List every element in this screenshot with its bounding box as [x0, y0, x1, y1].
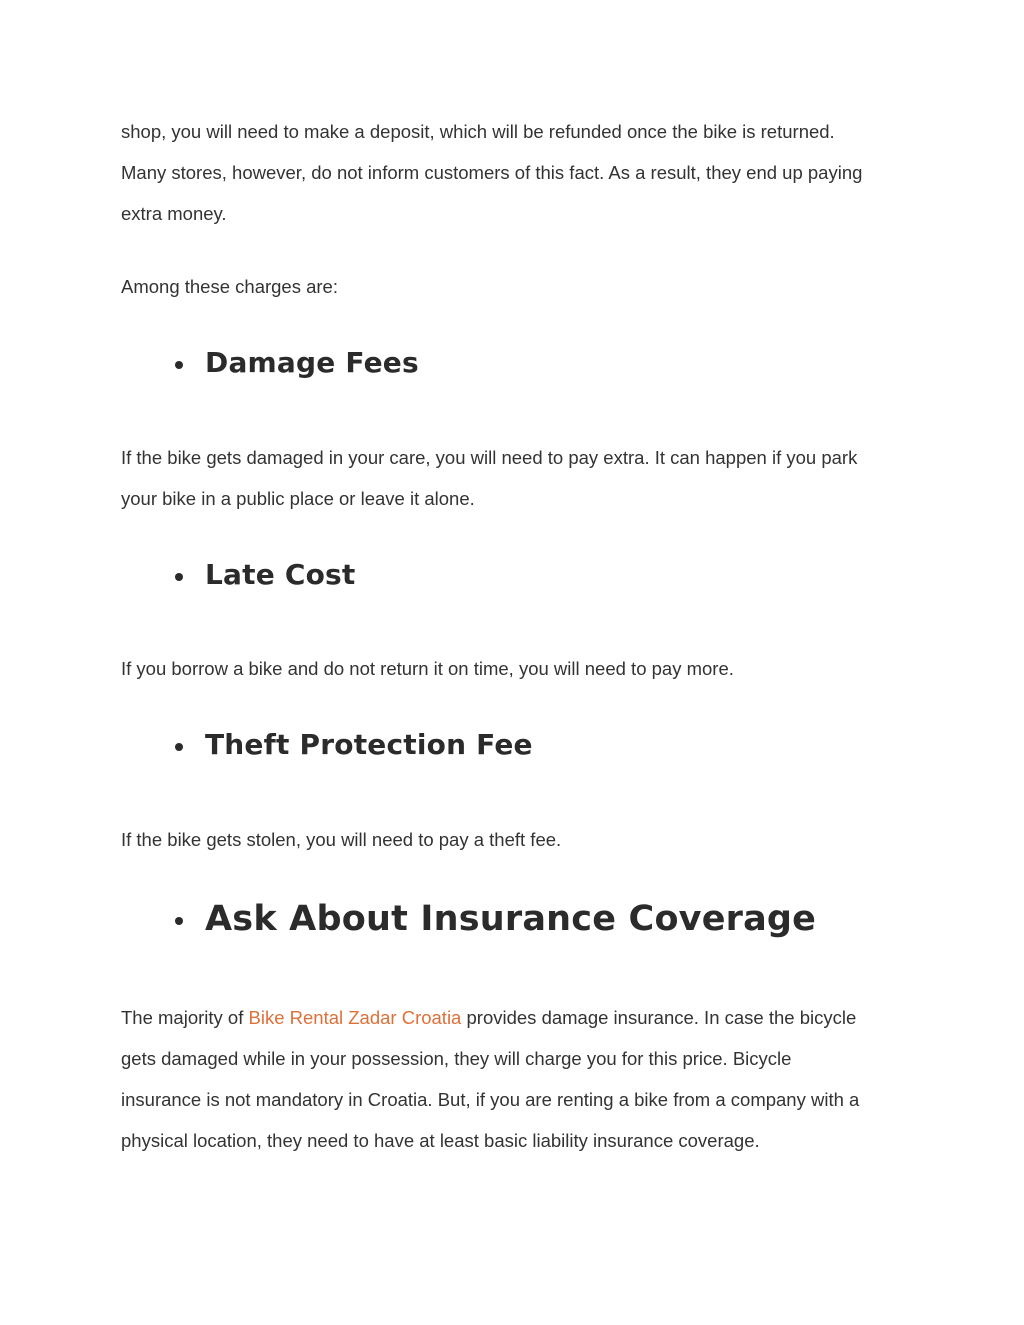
insurance-paragraph — [121, 997, 901, 1161]
insurance-suffix: provides damage insurance. In case the bicycle — [461, 1007, 857, 1028]
insurance-heading-text: Ask About Insurance Coverage — [205, 899, 817, 939]
theft-protection-heading-text: Theft Protection Fee — [205, 728, 533, 761]
damage-fees-heading-text: Damage Fees — [205, 346, 419, 379]
damage-fees-line-1: If the bike gets damaged in your care, you will need to pay extra. It can happen if you park — [121, 447, 858, 468]
insurance-line-1 — [121, 997, 901, 1038]
insurance-line-4: physical location, they need to have at least basic liability insurance coverage. — [121, 1130, 760, 1151]
late-cost-heading-text: Late Cost — [205, 558, 356, 591]
bullet-icon — [175, 573, 183, 581]
insurance-line-2: gets damaged while in your possession, they will charge you for this price. Bicycle — [121, 1048, 792, 1069]
late-cost-heading — [175, 558, 356, 591]
theft-protection-heading — [175, 728, 533, 761]
intro-paragraph — [121, 111, 901, 234]
insurance-prefix: The majority of — [121, 1007, 249, 1028]
charges-intro-text: Among these charges are: — [121, 276, 338, 297]
damage-fees-paragraph — [121, 437, 901, 519]
theft-protection-line-1: If the bike gets stolen, you will need to pay a theft fee. — [121, 829, 562, 850]
intro-line-2: Many stores, however, do not inform customers of this fact. As a result, they end up paying — [121, 162, 863, 183]
insurance-heading — [175, 899, 816, 939]
intro-line-3: extra money. — [121, 203, 227, 224]
charges-intro-paragraph — [121, 266, 901, 307]
bullet-icon — [175, 917, 183, 925]
bullet-icon — [175, 743, 183, 751]
damage-fees-line-2: your bike in a public place or leave it alone. — [121, 488, 475, 509]
bullet-icon — [175, 361, 183, 369]
late-cost-paragraph — [121, 648, 901, 689]
theft-protection-paragraph — [121, 819, 901, 860]
damage-fees-heading — [175, 346, 419, 379]
bike-rental-zadar-link[interactable]: Bike Rental Zadar Croatia — [248, 1007, 462, 1028]
insurance-line-3: insurance is not mandatory in Croatia. But, if you are renting a bike from a company with a — [121, 1089, 860, 1110]
intro-line-1: shop, you will need to make a deposit, which will be refunded once the bike is returned. — [121, 121, 835, 142]
late-cost-line-1: If you borrow a bike and do not return it on time, you will need to pay more. — [121, 658, 734, 679]
